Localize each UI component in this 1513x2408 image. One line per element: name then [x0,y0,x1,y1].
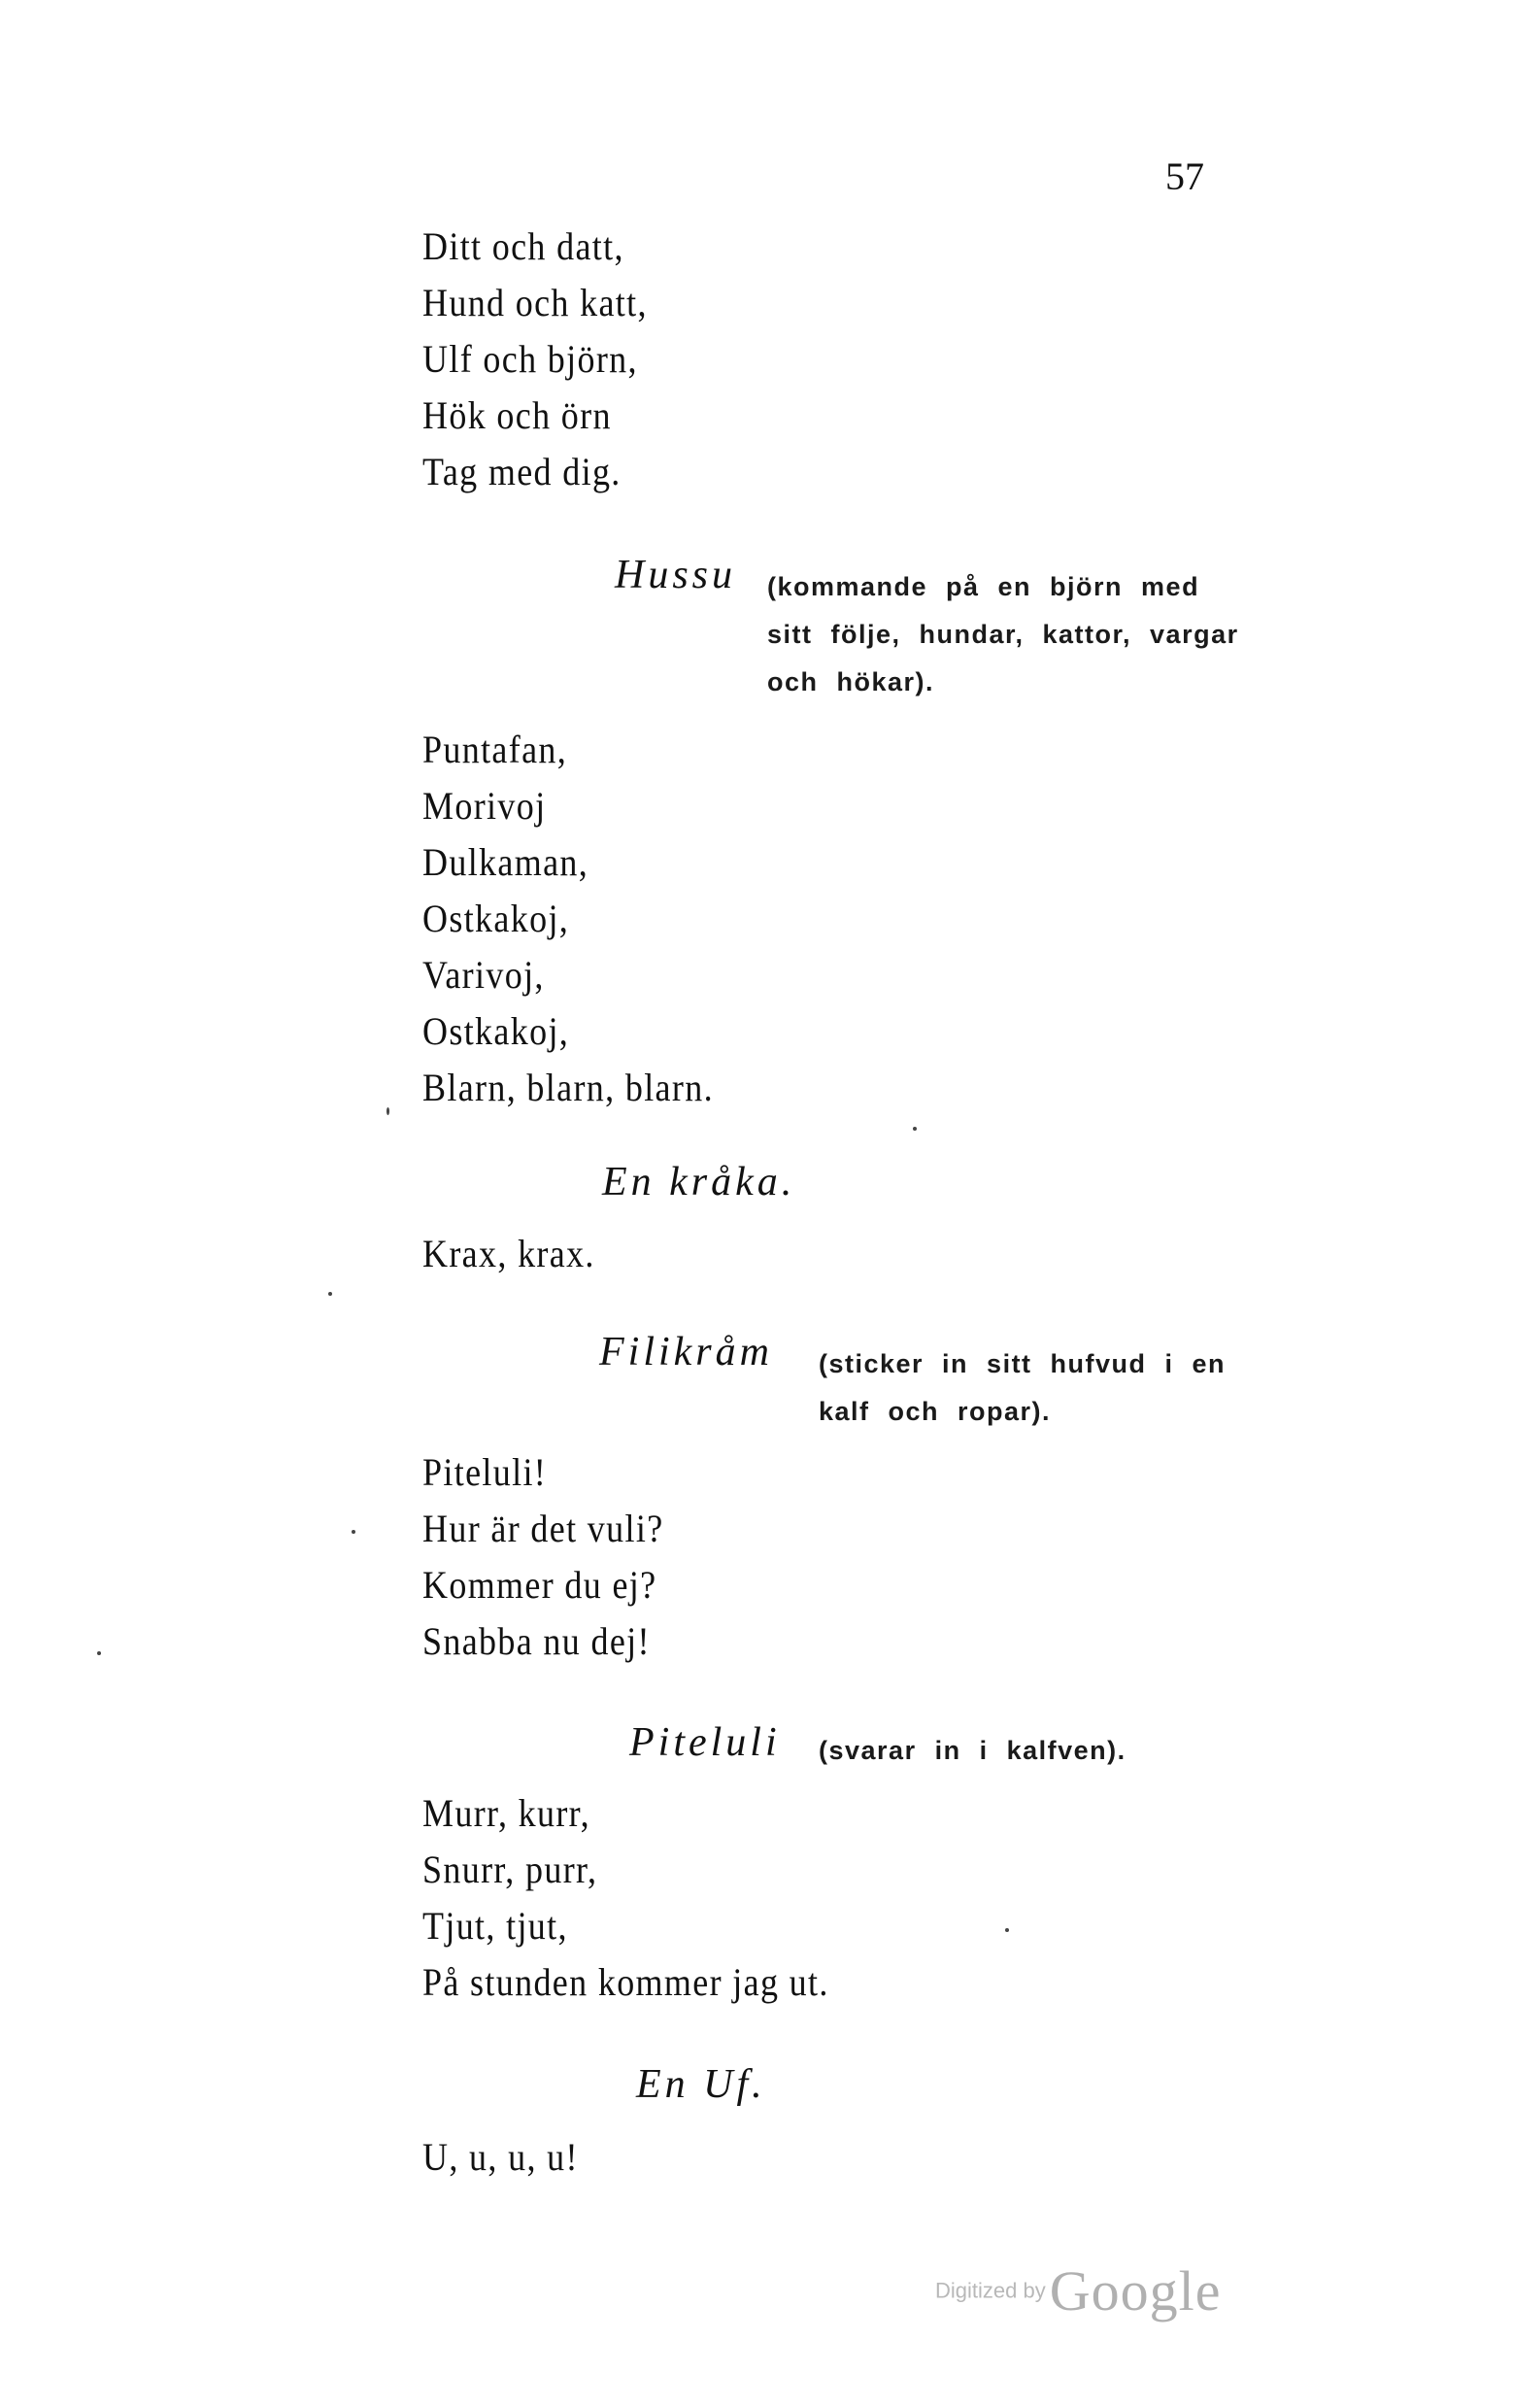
digitized-by-google-watermark [935,2258,1221,2323]
verse-line: Dulkaman, [422,840,589,884]
verse-block-1 [422,219,673,500]
verse-line: Ostkakoj, [422,897,570,940]
verse-line: U, u, u, u! [422,2135,579,2179]
verse-line: Hund och katt, [422,281,648,324]
verse-line: Murr, kurr, [422,1791,590,1835]
stage-direction-hussu [767,563,1239,706]
watermark-prefix: Digitized by [935,2278,1046,2303]
stage-direction-line: (svarar in i kalfven). [819,1736,1126,1765]
scan-speck [97,1651,101,1655]
speaker-hussu: Hussu [615,553,737,597]
verse-line: På stunden kommer jag ut. [422,1960,829,2004]
verse-block-3 [422,1226,615,1282]
verse-line: Snurr, purr, [422,1848,598,1891]
verse-line: Puntafan, [422,728,568,771]
verse-line: Ostkakoj, [422,1009,570,1053]
verse-line: Piteluli! [422,1450,548,1494]
page-number: 57 [1165,154,1204,198]
stage-direction-line: sitt följe, hundar, kattor, vargar [767,620,1239,649]
scan-speck [913,1127,917,1131]
stage-direction-line: kalf och ropar). [819,1397,1052,1426]
google-logo: Google [1049,2259,1222,2323]
verse-block-4 [422,1444,690,1670]
verse-line: Tag med dig. [422,450,622,493]
verse-line: Hur är det vuli? [422,1507,664,1550]
verse-block-2 [422,722,746,1116]
verse-line: Varivoj, [422,953,545,997]
verse-line: Hök och örn [422,393,612,437]
verse-line: Ulf och björn, [422,337,638,381]
verse-line: Kommer du ej? [422,1563,657,1607]
stage-direction-filikram [819,1340,1226,1436]
stage-direction-line: (sticker in sitt hufvud i en [819,1349,1227,1378]
verse-line: Ditt och datt, [422,224,624,268]
stage-direction-piteluli [819,1727,1126,1775]
scan-speck [328,1292,332,1296]
speaker-piteluli: Piteluli [629,1720,781,1765]
verse-line: Krax, krax. [422,1232,595,1275]
scan-speck [387,1107,389,1115]
scan-speck [1005,1928,1009,1932]
speaker-filikram: Filikråm [599,1330,773,1374]
verse-line: Blarn, blarn, blarn. [422,1066,714,1109]
scan-speck [352,1530,355,1534]
verse-block-5 [422,1785,874,2011]
verse-line: Tjut, tjut, [422,1904,568,1948]
verse-block-6 [422,2129,596,2186]
stage-direction-line: (kommande på en björn med [767,572,1200,601]
speaker-en-uf: En Uf. [636,2062,766,2107]
speaker-en-kraka: En kråka. [602,1160,796,1204]
verse-line: Morivoj [422,784,547,828]
stage-direction-line: och hökar). [767,667,935,696]
verse-line: Snabba nu dej! [422,1619,651,1663]
